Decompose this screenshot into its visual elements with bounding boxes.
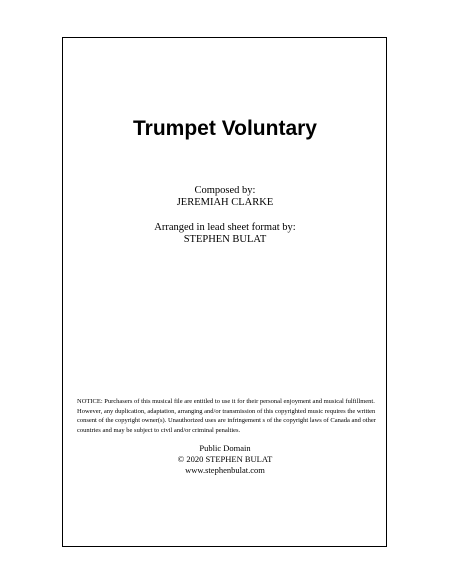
piece-title: Trumpet Voluntary <box>133 117 317 140</box>
public-domain-status: Public Domain <box>199 443 251 453</box>
composer-name: JEREMIAH CLARKE <box>176 197 274 208</box>
arranger-credit <box>0 222 450 246</box>
arranger-label: Arranged in lead sheet format by: <box>154 222 296 233</box>
composer-credit <box>0 185 450 209</box>
copyright-notice: NOTICE: Purchasers of this musical file are entitled to use it for their personal enjoyment and musical fulfillment. However, any duplication, adaptation, arranging and/or transmission of this copyrighted music requires the written consent of the copyright owner(s). Unauthorized uses are infringement s of the copyright laws of Canada and other countries and may be subject to civil and/or criminal penalties. <box>77 398 376 434</box>
composer-label: Composed by: <box>194 185 256 196</box>
copyright-line: © 2020 STEPHEN BULAT <box>177 454 273 464</box>
footer-block <box>0 443 450 476</box>
website-link[interactable]: www.stephenbulat.com <box>185 465 265 475</box>
arranger-name: STEPHEN BULAT <box>183 234 267 245</box>
